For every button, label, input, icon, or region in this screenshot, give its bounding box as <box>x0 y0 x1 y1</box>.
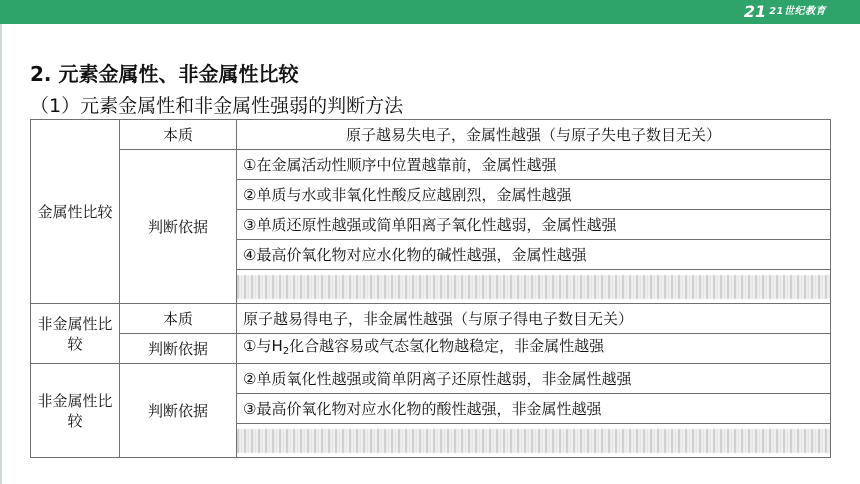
metal-basis-item: ③单质还原性越强或简单阳离子氧化性越弱，金属性越强 <box>237 210 831 240</box>
logo <box>744 2 826 22</box>
blurred-note <box>237 275 830 299</box>
nonmetal-essence-label: 本质 <box>120 304 237 334</box>
nonmetal-basis-item: ③最高价氧化物对应水化物的酸性越强，非金属性越强 <box>237 394 831 424</box>
basis-subscript: 2 <box>282 345 290 357</box>
nonmetal-group-label-2: 非金属性比较 <box>31 364 120 458</box>
table-row <box>31 150 831 180</box>
metal-basis-label: 判断依据 <box>120 150 237 304</box>
metal-basis-item: ①在金属活动性顺序中位置越靠前，金属性越强 <box>237 150 831 180</box>
table-row <box>31 334 831 364</box>
metal-group-label: 金属性比较 <box>31 120 120 304</box>
logo-mark: 21 <box>743 2 767 21</box>
metal-basis-item: ④最高价氧化物对应水化物的碱性越强，金属性越强 <box>237 240 831 270</box>
table-row <box>31 364 831 394</box>
nonmetal-essence-text: 原子越易得电子，非金属性越强（与原子得电子数目无关） <box>237 304 831 334</box>
section-title: 2. 元素金属性、非金属性比较 <box>30 62 299 86</box>
metal-basis-item: ②单质与水或非氧化性酸反应越剧烈，金属性越强 <box>237 180 831 210</box>
nonmetal-group-label: 非金属性比较 <box>31 304 120 364</box>
basis-suffix: 化合越容易或气态氢化物越稳定，非金属性越强 <box>289 336 605 355</box>
metal-essence-text: 原子越易失电子，金属性越强（与原子失电子数目无关） <box>237 120 831 150</box>
table-row <box>31 120 831 150</box>
nonmetal-basis-item: ②单质氧化性越强或简单阴离子还原性越弱，非金属性越强 <box>237 364 831 394</box>
nonmetal-basis-label-2: 判断依据 <box>120 364 237 458</box>
basis-prefix: ①与H <box>243 336 283 355</box>
blurred-note-cell <box>237 424 831 458</box>
left-edge-divider <box>0 24 2 484</box>
subtitle: （1）元素金属性和非金属性强弱的判断方法 <box>30 95 404 117</box>
nonmetal-basis-label: 判断依据 <box>120 334 237 364</box>
metal-essence-label: 本质 <box>120 120 237 150</box>
header-bar <box>0 0 860 24</box>
table-row <box>31 304 831 334</box>
blurred-note-cell <box>237 270 831 304</box>
criteria-table <box>30 119 831 458</box>
blurred-note <box>237 429 830 453</box>
logo-text: 21世纪教育 <box>769 6 826 17</box>
nonmetal-basis-item <box>237 334 831 364</box>
